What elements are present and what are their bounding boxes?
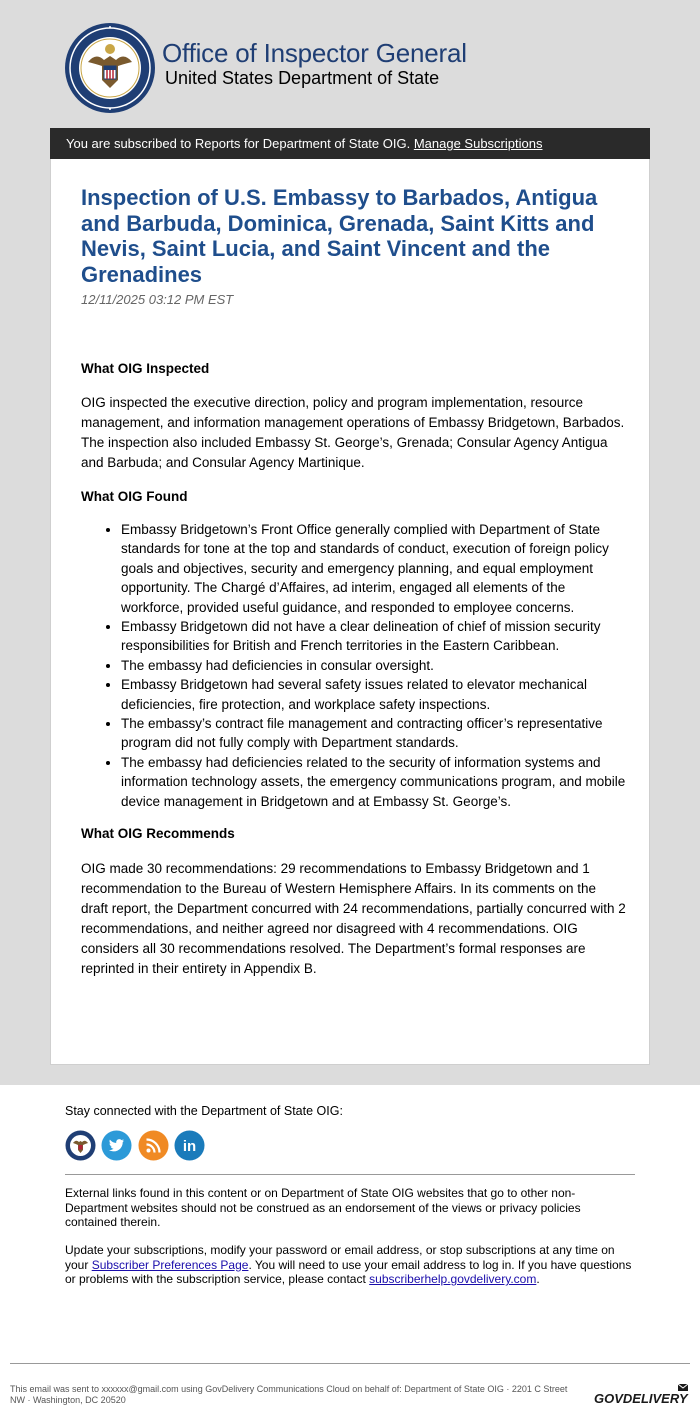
recommends-text: OIG made 30 recommendations: 29 recommendations to Embassy Bridgetown and 1 recommendation to the Bureau of Western Hemisphere Affairs. In its comments on the draft report, the Department concurred with 24 recommendations, partially concurred with 2 recommendations, and neither agreed nor disagreed with 4 recommendations. OIG considers all 30 recommendations resolved. The Department’s formal responses are reprinted in their entirety in Appendix B. [81,861,626,977]
twitter-icon[interactable] [101,1130,132,1161]
inspected-text: OIG inspected the executive direction, policy and program implementation, resource management, and information management operations of Embassy Bridgetown, Barbados. The inspection also included Embassy St. George’s, Grenada; Consular Agency Antigua and Barbuda; and Consular Agency Martinique. [81,395,625,470]
bottom-divider [10,1363,690,1364]
oig-seal-icon [64,22,156,114]
govdelivery-logo[interactable] [594,1383,690,1407]
report-title: Inspection of U.S. Embassy to Barbados, Antigua and Barbuda, Dominica, Grenada, Saint Kitts and Nevis, Saint Lucia, and Saint Vincent and the Grenadines [81,185,598,287]
report-card [50,159,650,1065]
finding-item: • The embassy’s contract file management and contracting officer’s representative program did not fully comply with Department standards. [121,714,626,753]
found-heading: What OIG Found [81,489,188,504]
stay-connected-text: Stay connected with the Department of State OIG: [65,1104,343,1118]
header [64,20,624,112]
finding-item: • Embassy Bridgetown did not have a clear delineation of chief of mission security responsibilities for British and French territories in the Eastern Caribbean. [121,617,626,656]
update-text-middle: . You will need to use your email address to log in. If you have questions or problems with the subscription service, please contact [65,1257,632,1286]
report-date: 12/11/2025 03:12 PM EST [81,292,234,307]
state-seal-icon[interactable] [65,1130,96,1161]
manage-subscriptions-link[interactable]: Manage Subscriptions [413,136,543,151]
inspected-heading: What OIG Inspected [81,361,210,376]
finding-item: • The embassy had deficiencies in consular oversight. [121,656,626,675]
subscription-bar [50,128,650,159]
finding-item: • Embassy Bridgetown had several safety issues related to elevator mechanical deficiencies, fire protection, and workplace safety inspections. [121,675,626,714]
recommends-heading: What OIG Recommends [81,826,235,842]
subscriber-help-link[interactable]: subscriberhelp.govdelivery.com [369,1272,537,1286]
subscription-text: You are subscribed to Reports for Department of State OIG. [66,136,411,151]
findings-list [81,520,626,811]
brand-title: Office of Inspector General [162,38,467,68]
subscriber-preferences-link[interactable]: Subscriber Preferences Page [91,1257,249,1272]
finding-item: • The embassy had deficiencies related to the security of information systems and information technology assets, the emergency communications program, and mobile device management in Bridgetown and at Embassy St. George’s. [121,753,626,811]
disclaimer-text: External links found in this content or on Department of State OIG websites that go to other non-Department websites should not be construed as an endorsement of the views or privacy policies contained therein. [65,1186,581,1229]
rss-icon[interactable] [138,1130,169,1161]
update-text [65,1243,635,1287]
linkedin-glyph: in [183,1138,197,1155]
govdelivery-logo-text: GOVDELIVERY [594,1391,688,1406]
finding-item: • Embassy Bridgetown’s Front Office generally complied with Department of State standards for tone at the top and standards of conduct, execution of foreign policy goals and objectives, security and emergency planning, and equal employment opportunity. The Chargé d’Affaires, ad interim, engaged all elements of the workforce, provided useful guidance, and responded to employee concerns. [121,520,626,617]
report-content [81,185,626,979]
sent-to-text: This email was sent to xxxxxx@gmail.com using GovDelivery Communications Cloud on behalf of: Department of State OIG · 2201 C Street NW · Washington, DC 20520 [10,1384,568,1405]
footer-divider [65,1174,635,1175]
update-text-start: Update your subscriptions, modify your password or email address, or stop subscriptions at any time on your [65,1243,615,1272]
brand-subtitle: United States Department of State [165,68,440,88]
linkedin-icon[interactable] [174,1130,205,1161]
update-text-end: . [536,1272,540,1286]
social-icons [65,1130,206,1162]
footer [65,1104,635,1286]
